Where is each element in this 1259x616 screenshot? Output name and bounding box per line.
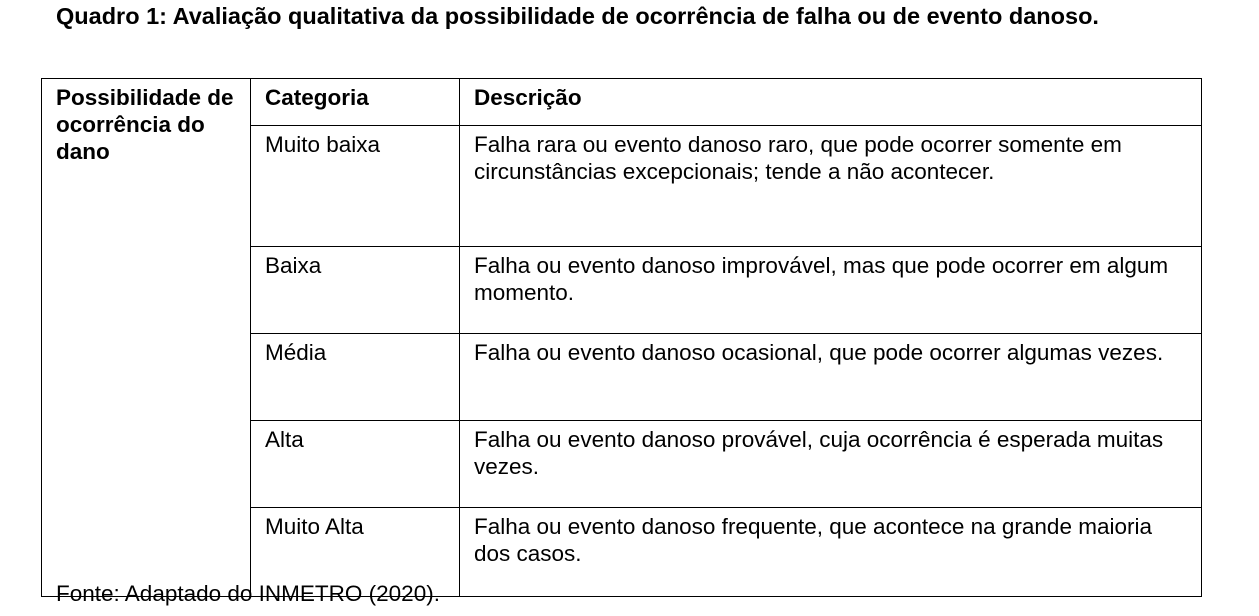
description-cell: Falha ou evento danoso ocasional, que pode ocorrer algumas vezes. [460,334,1202,421]
column-header-category: Categoria [251,79,460,126]
category-cell: Média [251,334,460,421]
category-cell: Alta [251,421,460,508]
category-cell: Muito Alta [251,508,460,597]
category-cell: Baixa [251,247,460,334]
row-header-cell: Possibilidade de ocorrência do dano [42,79,251,597]
description-cell: Falha rara ou evento danoso raro, que pode ocorrer somente em circunstâncias excepcionais; tende a não acontecer. [460,126,1202,247]
category-cell: Muito baixa [251,126,460,247]
source-note: Fonte: Adaptado do INMETRO (2020). [56,581,440,606]
description-cell: Falha ou evento danoso frequente, que acontece na grande maioria dos casos. [460,508,1202,597]
table-caption: Quadro 1: Avaliação qualitativa da possibilidade de ocorrência de falha ou de evento danoso. [56,3,1099,29]
table-header-row [42,79,1202,126]
description-cell: Falha ou evento danoso improvável, mas que pode ocorrer em algum momento. [460,247,1202,334]
description-cell: Falha ou evento danoso provável, cuja ocorrência é esperada muitas vezes. [460,421,1202,508]
risk-table [41,78,1202,597]
column-header-description: Descrição [460,79,1202,126]
